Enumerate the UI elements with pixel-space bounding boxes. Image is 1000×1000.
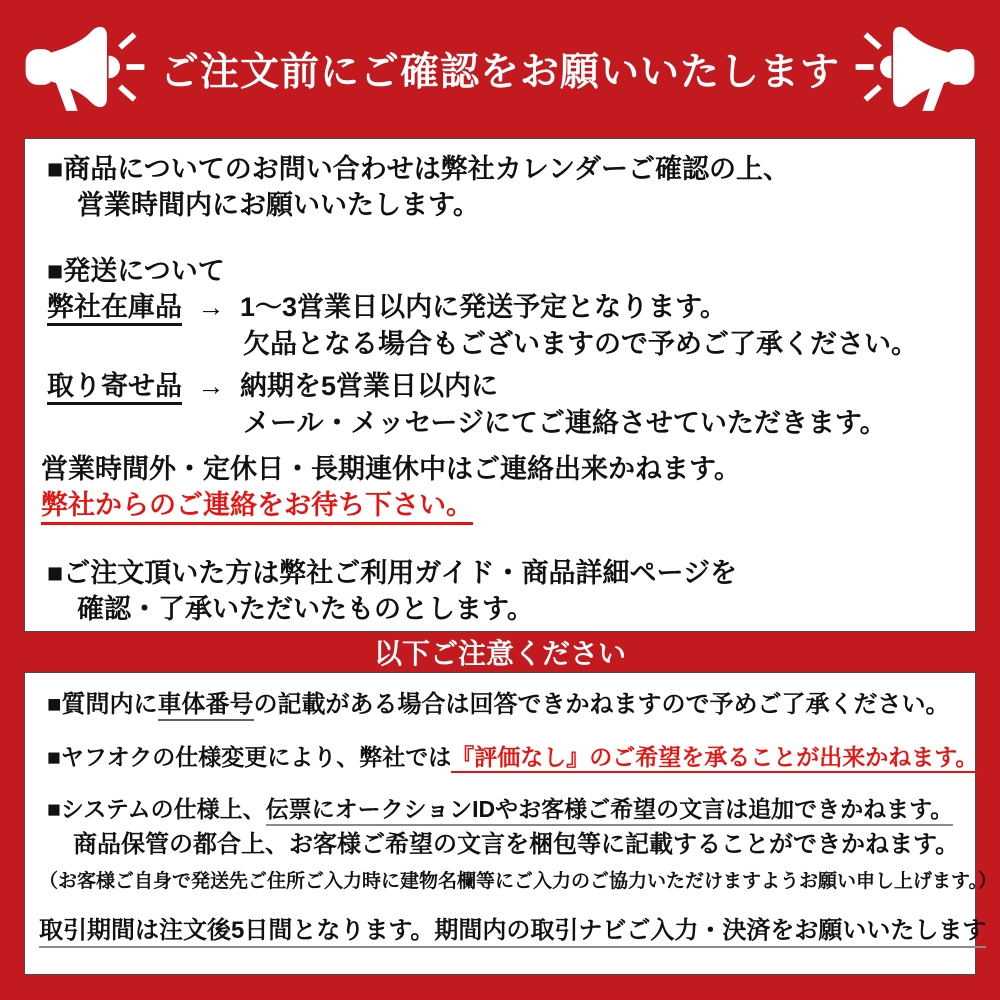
- hours-note: 営業時間外・定休日・長期連休中はご連絡出来かねます。: [41, 454, 741, 484]
- banner-title: ご注文前にご確認をお願いいたします: [159, 51, 840, 94]
- storage-note: 商品保管の都合上、お客様ご希望の文言を梱包等に記載することができかねます。: [73, 831, 960, 858]
- wait-note-text: 弊社からのご連絡をお待ち下さい。: [41, 490, 473, 525]
- notice-bar-label: 以下ご注意ください: [373, 638, 626, 669]
- wait-note: [33, 487, 967, 525]
- megaphone-right-icon: [854, 19, 976, 120]
- yahoo-red-text: 『評価なし』のご希望を承ることが出来かねます。: [451, 744, 978, 773]
- backorder-row: [33, 368, 967, 405]
- system-prefix: ■システムの仕様上、: [47, 796, 266, 822]
- pre-order-notice-box: [24, 138, 976, 632]
- yahoo-prefix: ■ヤフオクの仕様変更により、弊社では: [47, 744, 452, 770]
- arrow-right: →: [197, 371, 225, 401]
- shipping-heading: ■発送について: [47, 256, 225, 286]
- order-line-2: 確認・了承いただいたものとします。: [77, 594, 534, 624]
- arrow-right: →: [197, 292, 225, 322]
- order-line-1: ■ご注文頂いた方は弊社ご利用ガイド・商品詳細ページを: [47, 558, 737, 588]
- megaphone-left-icon: [24, 19, 146, 120]
- system-underlined: 伝票にオークションIDやお客様ご希望の文言は追加できかねます。: [266, 796, 954, 826]
- question-prefix: ■質問内に: [47, 691, 158, 718]
- question-underlined: 車体番号: [158, 691, 254, 721]
- stock-row: [33, 289, 967, 326]
- deal-period-text: 取引期間は注文後5日間となります。期間内の取引ナビご入力・決済をお願いいたします: [39, 917, 986, 948]
- backorder-text: 納期を5営業日以内に: [240, 371, 499, 401]
- backorder-label: 取り寄せ品: [47, 371, 182, 405]
- question-suffix: の記載がある場合は回答できかねますので予めご了承ください。: [253, 691, 950, 718]
- caution-box: [24, 672, 997, 975]
- inquiry-line-1: ■商品についてのお問い合わせは弊社カレンダーご確認の上、: [47, 154, 791, 184]
- stock-note: 欠品となる場合もございますので予めご了承ください。: [243, 329, 918, 359]
- stock-label: 弊社在庫品: [47, 292, 182, 326]
- address-note: （お客様ご自身で発送先ご住所ご入力時に建物名欄等にご入力のご協力いただけますようお願い申し上げます。）: [39, 871, 997, 892]
- system-line: [33, 791, 967, 827]
- backorder-note: メール・メッセージにてご連絡させていただきます。: [243, 408, 887, 438]
- deal-period-note: [33, 913, 987, 949]
- stock-text: 1～3営業日以内に発送予定となります。: [240, 292, 727, 322]
- inquiry-line-2: 営業時間内にお願いいたします。: [77, 190, 480, 220]
- yahoo-line: [33, 739, 979, 775]
- header-banner: [0, 0, 1000, 138]
- notice-bar: [0, 632, 1000, 672]
- question-line: [33, 687, 967, 723]
